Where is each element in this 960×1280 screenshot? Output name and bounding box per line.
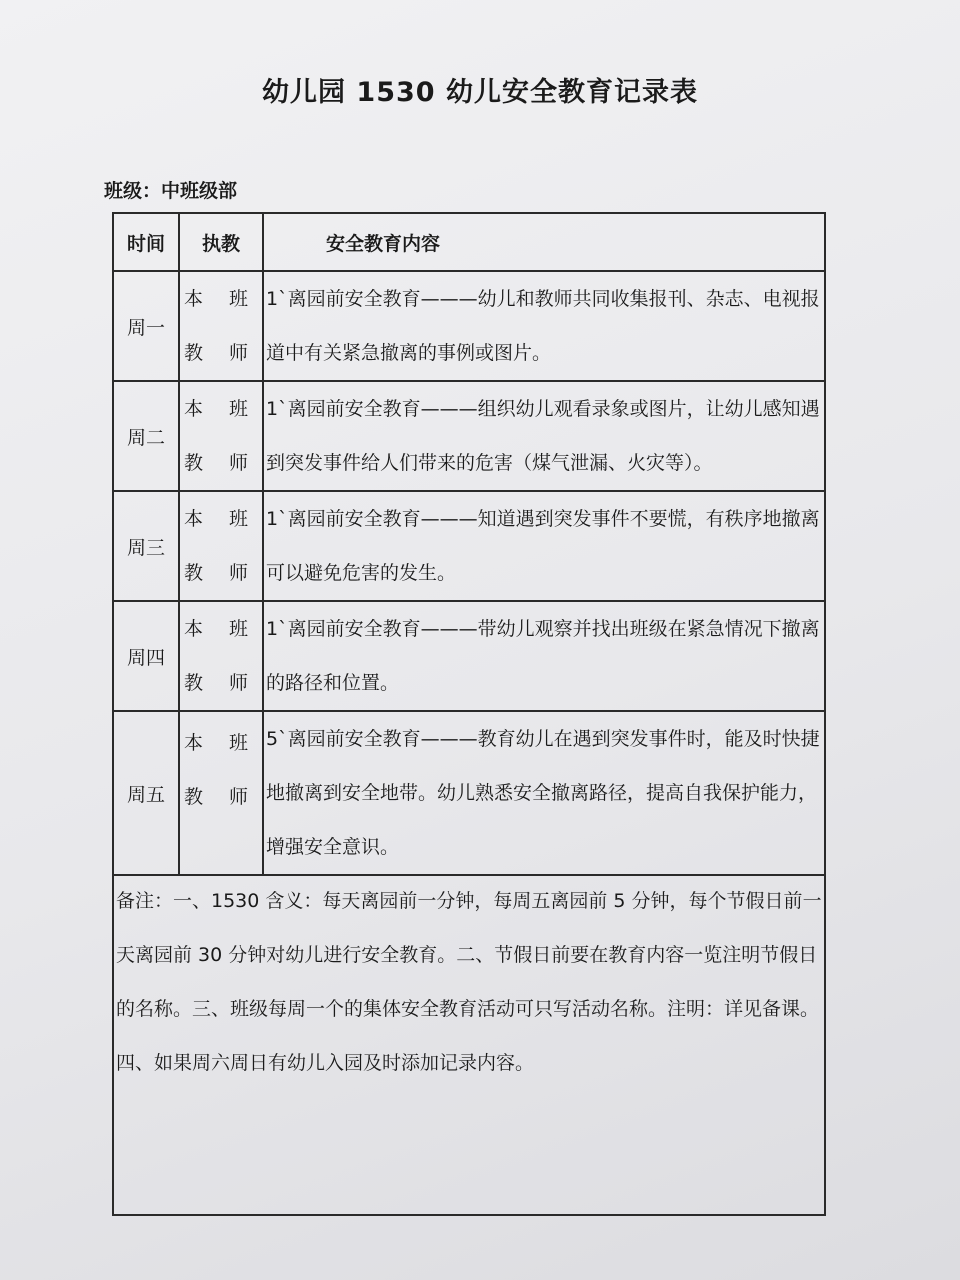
teacher-line: 教 师: [183, 452, 259, 474]
header-time: 时间: [113, 213, 179, 271]
teacher-line: 本 班: [183, 398, 259, 420]
table-row: [113, 711, 825, 875]
table-row: [113, 271, 825, 381]
header-teacher: 执教: [179, 213, 263, 271]
header-content: 安全教育内容: [263, 213, 825, 271]
notes-section: 备注：一、1530 含义：每天离园前一分钟，每周五离园前 5 分钟，每个节假日前一天离园前 30 分钟对幼儿进行安全教育。二、节假日前要在教育内容一览注明节假日的名称。三、班级每周一个的集体安全教育活动可只写活动名称。注明：详见备课。四、如果周六周日有幼儿入园及时添加记录内容。: [112, 866, 826, 1216]
day-cell: 周五: [113, 711, 179, 875]
teacher-line: 本 班: [183, 732, 259, 754]
day-cell: 周二: [113, 381, 179, 491]
teacher-cell: [179, 381, 263, 491]
content-cell: 1`离园前安全教育———知道遇到突发事件不要慌，有秩序地撤离可以避免危害的发生。: [263, 491, 825, 601]
teacher-cell: [179, 491, 263, 601]
teacher-line: 教 师: [183, 562, 259, 584]
safety-record-table: [112, 212, 826, 876]
table-row: [113, 601, 825, 711]
content-cell: 5`离园前安全教育———教育幼儿在遇到突发事件时，能及时快捷地撤离到安全地带。幼儿熟悉安全撤离路径，提高自我保护能力，增强安全意识。: [263, 711, 825, 875]
teacher-line: 本 班: [183, 508, 259, 530]
content-cell: 1`离园前安全教育———幼儿和教师共同收集报刊、杂志、电视报道中有关紧急撤离的事例或图片。: [263, 271, 825, 381]
teacher-cell: [179, 271, 263, 381]
day-cell: 周三: [113, 491, 179, 601]
content-cell: 1`离园前安全教育———带幼儿观察并找出班级在紧急情况下撤离的路径和位置。: [263, 601, 825, 711]
teacher-cell: [179, 711, 263, 875]
teacher-line: 本 班: [183, 618, 259, 640]
teacher-cell: [179, 601, 263, 711]
day-cell: 周四: [113, 601, 179, 711]
teacher-line: 本 班: [183, 288, 259, 310]
table-header-row: [113, 213, 825, 271]
document-title: 幼儿园 1530 幼儿安全教育记录表: [262, 77, 698, 108]
teacher-line: 教 师: [183, 342, 259, 364]
teacher-line: 教 师: [183, 786, 259, 808]
day-cell: 周一: [113, 271, 179, 381]
class-label: 班级：中班级部: [104, 180, 238, 202]
table-row: [113, 381, 825, 491]
content-cell: 1`离园前安全教育———组织幼儿观看录象或图片，让幼儿感知遇到突发事件给人们带来的危害（煤气泄漏、火灾等）。: [263, 381, 825, 491]
teacher-line: 教 师: [183, 672, 259, 694]
table-row: [113, 491, 825, 601]
